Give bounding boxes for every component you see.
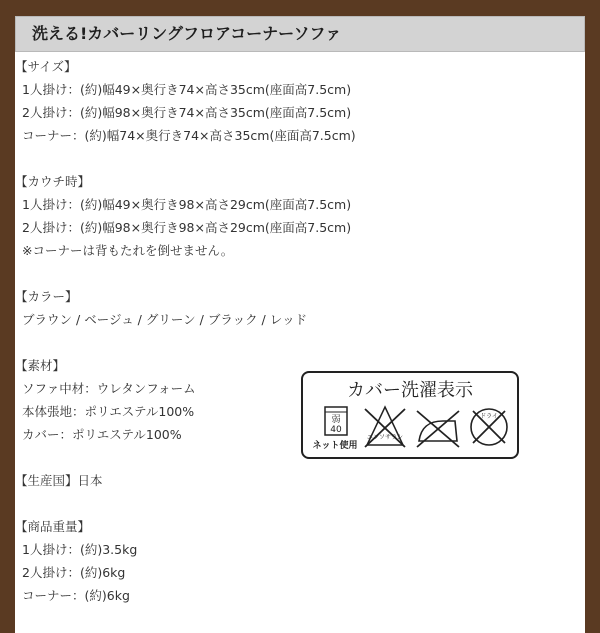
weight-section	[15, 515, 356, 607]
spec-line: 1人掛け：(約)3.5kg	[22, 542, 138, 557]
spec-line: ※コーナーは背もたれを倒せません。	[22, 243, 234, 258]
spec-line: 1人掛け：(約)幅49×奥行き98×高さ29cm(座面高7.5cm)	[22, 197, 352, 212]
color-separator: /	[195, 312, 208, 327]
spec-line: カバー：ポリエステル100%	[22, 427, 182, 442]
spec-line: コーナー：(約)6kg	[22, 588, 130, 603]
spec-line: 2人掛け：(約)幅98×奥行き74×高さ35cm(座面高7.5cm)	[22, 105, 352, 120]
color-separator: /	[72, 312, 85, 327]
spec-content	[15, 55, 356, 630]
color-option: ベージュ	[84, 312, 134, 327]
wash-number: 40	[330, 425, 342, 435]
spec-line: ソファ中材：ウレタンフォーム	[22, 381, 196, 396]
color-option: ブラウン	[22, 312, 73, 327]
color-separator: /	[133, 312, 146, 327]
origin-section	[15, 469, 356, 492]
section-title: 【サイズ】	[15, 59, 77, 74]
wash-caption: ネット使用	[312, 441, 358, 451]
spec-line: コーナー：(約)幅74×奥行き74×高さ35cm(座面高7.5cm)	[22, 128, 356, 143]
color-separator: /	[257, 312, 270, 327]
section-title: 【商品重量】	[15, 519, 91, 534]
dryclean-text: ドライ	[480, 413, 498, 420]
page-title: 洗える!カバーリングフロアコーナーソファ	[15, 16, 585, 52]
bleach-text: エンソサラシ	[366, 434, 404, 441]
care-icons	[303, 403, 517, 457]
color-option: グリーン	[145, 312, 196, 327]
color-option: レッド	[269, 312, 308, 327]
size-section	[15, 55, 356, 147]
spec-line: 2人掛け：(約)幅98×奥行き98×高さ29cm(座面高7.5cm)	[22, 220, 352, 235]
spec-line: 1人掛け：(約)幅49×奥行き74×高さ35cm(座面高7.5cm)	[22, 82, 352, 97]
wash-weak-40-icon	[312, 407, 357, 451]
section-title: 【カラー】	[15, 289, 78, 304]
couch-section	[15, 170, 356, 262]
care-label-box	[301, 371, 519, 459]
section-title: 【素材】	[15, 358, 66, 373]
no-bleach-icon	[365, 407, 405, 447]
spec-line: 2人掛け：(約)6kg	[22, 565, 126, 580]
section-title: 【カウチ時】	[15, 174, 91, 189]
no-iron-icon	[417, 411, 459, 447]
wash-top-text: 弱	[331, 415, 341, 425]
care-label-title: カバー洗濯表示	[347, 380, 473, 401]
color-list	[15, 308, 356, 331]
spec-line: 本体張地：ポリエステル100%	[22, 404, 195, 419]
no-dryclean-icon	[471, 409, 507, 445]
color-section	[15, 285, 356, 331]
color-option: ブラック	[207, 312, 258, 327]
section-title: 【生産国】日本	[15, 473, 103, 488]
